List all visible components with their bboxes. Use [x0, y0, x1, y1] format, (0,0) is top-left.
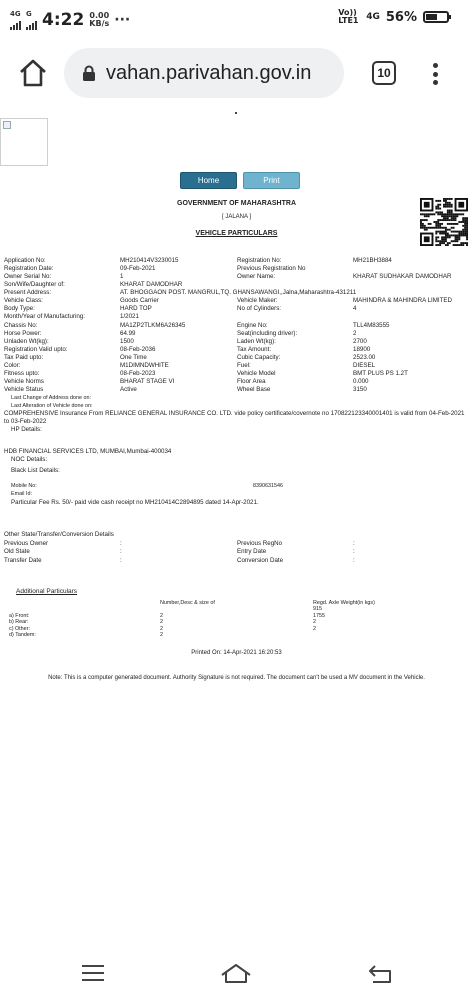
detail-row: [0, 346, 473, 354]
last-alteration: Last Alteration of Vehicle done on:: [11, 403, 93, 409]
fee-receipt: Particular Fee Rs. 50/- paid vide cash receipt no MH210414C2894895 dated 14-Apr-2021.: [11, 499, 259, 506]
lock-icon: [82, 65, 96, 82]
axle-cell: Number,Desc & size of: [160, 600, 215, 606]
other-state-label: Previous Owner: [4, 540, 49, 547]
vehicle-details-table: [0, 257, 473, 394]
government-title: GOVERNMENT OF MAHARASHTRA: [177, 200, 296, 207]
detail-label: Chassis No:: [4, 321, 38, 329]
detail-label: Floor Area: [237, 377, 266, 385]
nav-home-icon[interactable]: [220, 962, 252, 984]
signal-icon-2: [26, 11, 37, 30]
detail-value: [353, 265, 473, 273]
axle-row: [0, 632, 473, 638]
other-state-separator: :: [120, 540, 122, 547]
printed-on: Printed On: 14-Apr-2021 16:20:53: [191, 650, 282, 656]
detail-row: [0, 322, 473, 330]
axle-cell: Regd. Axle Weight(in kgs): [313, 600, 375, 606]
other-state-row: [0, 540, 473, 548]
detail-value: 1: [120, 273, 124, 281]
detail-row: [0, 362, 473, 370]
detail-label: Vehicle Maker:: [237, 297, 278, 305]
network-label-3: 4G: [366, 12, 380, 22]
detail-label: Laden Wt(kg):: [237, 337, 276, 345]
hp-details: HDB FINANCIAL SERVICES LTD, MUMBAI,Mumbai-400034: [4, 448, 172, 455]
detail-label: Application No:: [4, 257, 46, 264]
other-state-title: Other State/Transfer/Conversion Details: [4, 531, 114, 538]
detail-row: [0, 265, 473, 273]
detail-value: TLL4M83555: [353, 321, 390, 329]
detail-label: Registration Valid upto:: [4, 345, 68, 353]
detail-label: Fitness upto:: [4, 369, 40, 377]
detail-label: Owner Serial No:: [4, 273, 52, 281]
noc-label: NOC Details:: [11, 456, 48, 463]
detail-label: Vehicle Norms: [4, 377, 44, 385]
axle-cell: 915: [313, 606, 322, 613]
detail-value: HARD TOP: [120, 305, 152, 313]
detail-label: Registration No:: [237, 257, 282, 264]
other-state-separator: :: [353, 556, 355, 564]
browser-toolbar: [0, 36, 473, 112]
recents-icon[interactable]: [82, 965, 104, 981]
volte-icon: Vo)) LTE1: [338, 8, 359, 25]
qr-code-icon: [420, 198, 468, 246]
detail-value: 09-Feb-2021: [120, 265, 156, 273]
axle-cell: c) Other:: [9, 625, 30, 632]
detail-value: 08-Feb-2036: [120, 345, 156, 353]
detail-value: [353, 313, 473, 321]
other-state-label: Conversion Date: [237, 556, 284, 564]
detail-label: Registration Date:: [4, 265, 54, 273]
detail-label: Vehicle Status: [4, 386, 44, 393]
detail-label: Son/Wife/Daughter of:: [4, 281, 65, 289]
detail-row: [0, 313, 473, 321]
detail-row: [0, 257, 473, 265]
blacklist-label: Black List Details:: [11, 467, 60, 474]
battery-percent: 56%: [385, 9, 417, 25]
axle-cell: 2: [313, 625, 316, 632]
detail-value: [353, 289, 473, 297]
detail-value: 0.000: [353, 377, 369, 385]
other-state-label: Transfer Date: [4, 556, 42, 564]
overflow-menu-icon[interactable]: [432, 63, 438, 85]
detail-value: KHARAT SUDHAKAR DAMODHAR: [353, 273, 452, 281]
detail-value: Active: [120, 386, 137, 393]
detail-row: [0, 378, 473, 386]
other-state-row: [0, 548, 473, 556]
detail-label: Color:: [4, 361, 21, 369]
back-icon[interactable]: [367, 962, 393, 984]
detail-value: 64.99: [120, 329, 136, 337]
detail-value: MH210414V3230015: [120, 257, 179, 264]
tab-count: 10: [377, 66, 391, 80]
dot-mark: [235, 112, 237, 114]
url-text: vahan.parivahan.gov.in: [106, 61, 312, 84]
net-speed: [89, 12, 109, 28]
detail-label: Tax Paid upto:: [4, 353, 44, 361]
battery-icon: [423, 11, 449, 23]
detail-label: No of Cylinders:: [237, 305, 282, 313]
detail-row: [0, 281, 473, 289]
detail-row: [0, 289, 473, 297]
detail-value: 1500: [120, 337, 134, 345]
clock: 4:22: [42, 10, 85, 30]
other-state-separator: :: [120, 556, 122, 564]
status-bar: [0, 0, 473, 36]
other-state-label: Previous RegNo: [237, 540, 283, 547]
axle-cell: 2: [160, 625, 163, 632]
detail-label: Cubic Capacity:: [237, 353, 281, 361]
status-right: [338, 9, 449, 25]
insurance-details: COMPREHENSIVE Insurance From RELIANCE GENERAL INSURANCE CO. LTD. vide policy certificate/covernote no 170822123340001401 is valid from 04-Feb-2021 to 03-Feb-2022: [4, 410, 465, 425]
signal-icon: [10, 11, 21, 30]
detail-label: Body Type:: [4, 305, 35, 313]
detail-row: [0, 297, 473, 305]
email-label: Email Id:: [11, 491, 32, 497]
detail-value: Goods Carrier: [120, 297, 159, 305]
detail-label: Owner Name:: [237, 273, 276, 281]
axle-cell: a) Front:: [9, 612, 30, 619]
detail-label: [237, 313, 353, 321]
detail-label: [237, 281, 353, 289]
page-content: [0, 112, 473, 952]
detail-value: MH21BH3884: [353, 257, 392, 264]
detail-row: [0, 305, 473, 313]
more-notifications-icon: ···: [114, 12, 131, 28]
detail-row: [0, 370, 473, 378]
detail-value: AT. BHOGGAON POST. MANGRUL,TQ. GHANSAWANGI,,Jalna,Maharashtra-431211: [120, 289, 357, 297]
detail-label: Unladen Wt(kg):: [4, 337, 49, 345]
system-navigation-bar: [0, 952, 473, 1000]
url-bar[interactable]: [64, 48, 344, 98]
detail-label: Vehicle Class:: [4, 297, 43, 305]
detail-label: Month/Year of Manufacturing:: [4, 313, 85, 321]
detail-value: BHARAT STAGE VI: [120, 377, 175, 385]
mobile-label: Mobile No:: [11, 483, 37, 489]
detail-value: 2700: [353, 337, 367, 345]
detail-value: KHARAT DAMODHAR: [120, 281, 183, 289]
detail-value: BMT PLUS PS 1.2T: [353, 369, 408, 377]
detail-value: DIESEL: [353, 361, 376, 369]
detail-label: [237, 289, 353, 297]
tabs-count-button[interactable]: [372, 61, 396, 85]
last-change-address: Last Change of Address done on:: [11, 395, 92, 401]
additional-particulars-title: Additional Particulars: [16, 588, 78, 595]
axle-cell: b) Rear:: [9, 619, 29, 626]
detail-label: Seat(including driver):: [237, 329, 298, 337]
detail-label: Horse Power:: [4, 329, 42, 337]
detail-row: [0, 386, 473, 394]
detail-value: [353, 281, 473, 289]
network-label-1: 4G: [10, 9, 21, 18]
other-state-row: [0, 557, 473, 565]
detail-value: One Time: [120, 353, 147, 361]
detail-value: 4: [353, 305, 357, 313]
detail-value: 3150: [353, 386, 367, 393]
axle-cell: [313, 632, 473, 638]
print-button[interactable]: Print: [243, 172, 300, 189]
detail-value: M1DIMNDWHITE: [120, 361, 169, 369]
axle-cell: 2: [160, 619, 163, 626]
detail-label: Previous Registration No: [237, 265, 306, 273]
other-state-separator: :: [120, 548, 122, 556]
home-button[interactable]: Home: [180, 172, 237, 189]
detail-label: Fuel:: [237, 361, 251, 369]
detail-label: Engine No:: [237, 321, 268, 329]
detail-value: 18900: [353, 345, 371, 353]
other-state-table: [0, 540, 473, 565]
other-state-label: Entry Date: [237, 548, 267, 556]
detail-label: Tax Amount:: [237, 345, 272, 353]
axle-cell: 2: [313, 619, 316, 626]
detail-label: Vehicle Model: [237, 369, 276, 377]
net-speed-unit: KB/s: [89, 19, 110, 28]
detail-value: 1/2021: [120, 313, 139, 321]
footer-note: Note: This is a computer generated document. Authority Signature is not required. The document can't be used a MV document in the Vehicle.: [48, 675, 425, 681]
other-state-separator: :: [353, 540, 355, 547]
detail-label: Wheel Base: [237, 386, 271, 393]
detail-row: [0, 330, 473, 338]
hp-details-label: HP Details:: [11, 426, 42, 433]
axle-cell: 1755: [313, 612, 325, 619]
other-state-separator: :: [353, 548, 355, 556]
net-speed-value: 0.00: [89, 11, 110, 20]
detail-value: MAHINDRA & MAHINDRA LIMITED: [353, 297, 453, 305]
axle-cell: 2: [160, 631, 163, 638]
detail-row: [0, 338, 473, 346]
detail-value: MA1ZP2TLKM6A26345: [120, 321, 186, 329]
detail-value: 08-Feb-2023: [120, 369, 156, 377]
section-title: VEHICLE PARTICULARS: [195, 230, 278, 237]
broken-image-icon: [0, 118, 48, 166]
detail-value: 2: [353, 329, 357, 337]
network-label-2: G: [26, 9, 32, 18]
detail-row: [0, 354, 473, 362]
detail-label: Present Address:: [4, 289, 52, 297]
axle-cell: d) Tandem:: [9, 631, 36, 638]
office-name: [ JALANA ]: [221, 214, 251, 220]
detail-value: 2523.00: [353, 353, 376, 361]
home-icon[interactable]: [18, 58, 48, 88]
mobile-value: 8390631546: [253, 483, 283, 489]
axle-table: [0, 600, 473, 638]
detail-row: [0, 273, 473, 281]
axle-cell: 2: [160, 612, 163, 619]
other-state-label: Old State: [4, 548, 30, 556]
status-left: [10, 10, 130, 30]
